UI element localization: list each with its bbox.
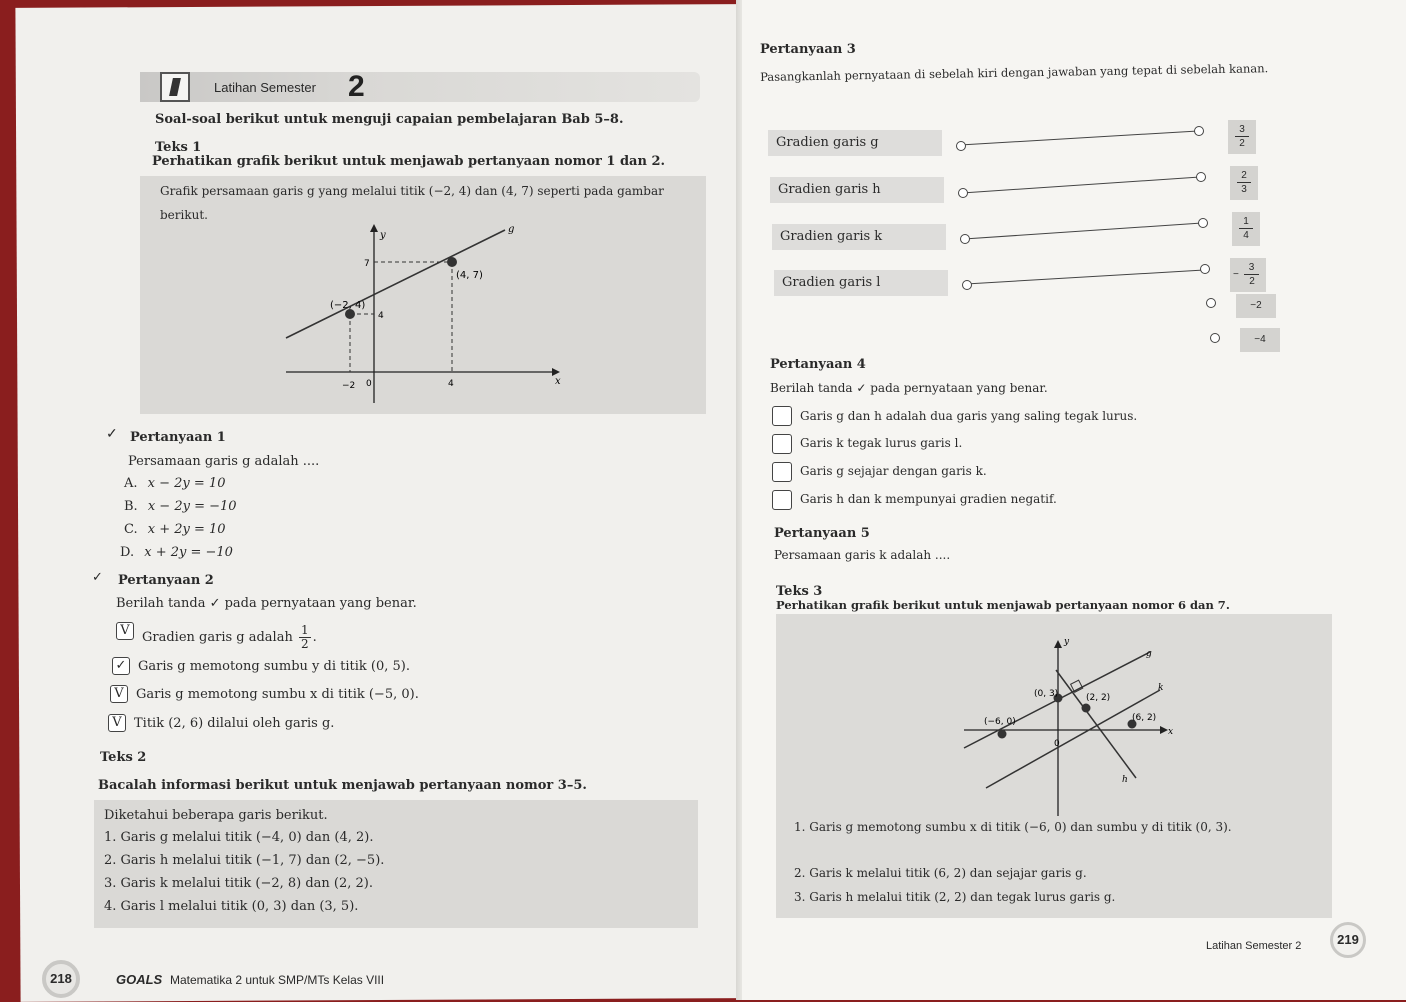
q4-title: Pertanyaan 4 [770, 357, 866, 372]
teks2-box-title: Diketahui beberapa garis berikut. [104, 808, 328, 823]
graph2-label-k: k [1158, 683, 1164, 693]
point-m6-0 [998, 730, 1007, 739]
q2-checkbox-4[interactable]: V [108, 714, 126, 732]
point-2-2 [1082, 704, 1091, 713]
q1-option-c[interactable] [124, 522, 226, 537]
q3-left-item-4[interactable]: Gradien garis l [774, 270, 948, 296]
q2-checkbox-3[interactable]: V [110, 685, 128, 703]
y-axis-arrow [370, 224, 378, 232]
teks3-line-2: 2. Garis k melalui titik (6, 2) dan sejajar garis g. [794, 866, 1087, 880]
graph-line-g [280, 218, 570, 408]
teks1-instruction: Perhatikan grafik berikut untuk menjawab pertanyaan nomor 1 dan 2. [152, 154, 666, 169]
option-text: x + 2y = −10 [144, 545, 233, 560]
teks2-line-2: 2. Garis h melalui titik (−1, 7) dan (2, −5). [104, 853, 385, 868]
q2-item-4: Titik (2, 6) dilalui oleh garis g. [134, 716, 335, 731]
q3-left-dot-4[interactable] [962, 280, 972, 290]
label-point-m6-0: (−6, 0) [984, 717, 1016, 727]
q3-matching-lines [950, 120, 1220, 295]
q1-option-a[interactable] [124, 476, 225, 491]
label-point-0-3: (0, 3) [1034, 689, 1059, 699]
label-point-4-7: (4, 7) [456, 270, 483, 281]
q3-left-item-2[interactable]: Gradien garis h [770, 177, 944, 203]
q3-right-dot-5[interactable] [1206, 298, 1216, 308]
teks1-description-2: berikut. [160, 208, 208, 222]
line-k [986, 690, 1160, 788]
q2-title: Pertanyaan 2 [118, 573, 214, 588]
teks3-line-1: 1. Garis g memotong sumbu x di titik (−6, 0) dan sumbu y di titik (0, 3). [794, 820, 1232, 834]
q2-item-1: Gradien garis g adalah $\frac{1}{2}$ . [142, 623, 317, 651]
banner-number: 2 [348, 70, 365, 103]
option-text: x − 2y = −10 [147, 499, 237, 514]
line-h [1056, 670, 1136, 778]
q5-title: Pertanyaan 5 [774, 526, 870, 541]
option-letter: C. [124, 522, 138, 537]
teks2-instruction: Bacalah informasi berikut untuk menjawab pertanyaan nomor 3–5. [98, 778, 587, 793]
tick-xm2: −2 [342, 381, 356, 391]
x-axis-arrow [552, 368, 560, 376]
q3-answer-neg-4: −4 [1240, 328, 1280, 352]
q3-answer-1-over-4: $\frac{1}{4}$ [1232, 212, 1260, 246]
q1-check-mark: ✓ [106, 426, 118, 442]
q3-right-dot-1[interactable] [1194, 126, 1204, 136]
q1-title: Pertanyaan 1 [130, 430, 226, 445]
fraction-one-half: $\frac{1}{2}$ [300, 623, 309, 651]
graph2-origin: 0 [1054, 739, 1060, 749]
point-4-7 [447, 257, 457, 267]
q4-checkbox-1[interactable] [772, 406, 792, 426]
q3-answer-3-over-2: $\frac{3}{2}$ [1228, 120, 1256, 154]
tick-y4: 4 [378, 311, 384, 321]
q3-left-item-1[interactable]: Gradien garis g [768, 130, 942, 156]
graph2-x-label: x [1168, 727, 1174, 737]
brand-logo: GOALS [116, 972, 163, 987]
q3-prompt: Pasangkanlah pernyataan di sebelah kiri dengan jawaban yang tepat di sebelah kanan. [760, 61, 1269, 84]
graph2-y-label: y [1064, 637, 1070, 647]
q3-left-dot-1[interactable] [956, 141, 966, 151]
teks2-line-1: 1. Garis g melalui titik (−4, 0) dan (4, 2). [104, 830, 374, 845]
q4-item-3: Garis g sejajar dengan garis k. [800, 464, 987, 478]
q4-checkbox-2[interactable] [772, 434, 792, 454]
label-point-m2-4: (−2, 4) [330, 300, 366, 311]
q1-option-d[interactable] [120, 545, 233, 560]
q3-right-dot-6[interactable] [1210, 333, 1220, 343]
q3-answer-neg-2: −2 [1236, 294, 1276, 318]
q3-answer-2-over-3: $\frac{2}{3}$ [1230, 166, 1258, 200]
label-point-6-2: (6, 2) [1132, 713, 1157, 723]
teks2-line-3: 3. Garis k melalui titik (−2, 8) dan (2, 2). [104, 876, 374, 891]
q3-right-dot-2[interactable] [1196, 172, 1206, 182]
q3-left-dot-3[interactable] [960, 234, 970, 244]
q2-check-mark: ✓ [92, 570, 103, 585]
tick-x0: 0 [366, 379, 372, 389]
q4-item-4: Garis h dan k mempunyai gradien negatif. [800, 492, 1057, 506]
tick-x4: 4 [448, 379, 454, 389]
q3-answer-neg-3-over-2: − 3 2 [1230, 258, 1266, 292]
graph-lines-g-h-k [960, 630, 1180, 820]
banner-label: Latihan Semester [214, 80, 316, 95]
graph2-label-h: h [1122, 775, 1128, 785]
q4-item-1: Garis g dan h adalah dua garis yang saling tegak lurus. [800, 409, 1138, 423]
line-g [286, 230, 505, 338]
teks3-line-3: 3. Garis h melalui titik (2, 2) dan tegak lurus garis g. [794, 890, 1116, 904]
option-letter: D. [120, 545, 135, 560]
q4-checkbox-3[interactable] [772, 462, 792, 482]
q3-right-dot-3[interactable] [1198, 218, 1208, 228]
q2-item-3: Garis g memotong sumbu x di titik (−5, 0). [136, 687, 419, 702]
option-text: x + 2y = 10 [147, 522, 226, 537]
q3-title: Pertanyaan 3 [760, 42, 856, 57]
left-page-number: 218 [42, 960, 80, 998]
teks2-title: Teks 2 [100, 750, 147, 765]
teks2-line-4: 4. Garis l melalui titik (0, 3) dan (3, 5). [104, 899, 359, 914]
graph1-y-label: y [380, 230, 386, 241]
teks3-title: Teks 3 [776, 584, 823, 599]
q2-item-2: Garis g memotong sumbu y di titik (0, 5). [138, 659, 410, 674]
q4-item-2: Garis k tegak lurus garis l. [800, 436, 963, 450]
option-letter: B. [124, 499, 138, 514]
q3-left-item-3[interactable]: Gradien garis k [772, 224, 946, 250]
book-icon [160, 72, 190, 102]
q3-right-dot-4[interactable] [1200, 264, 1210, 274]
x-axis-arrow [1160, 726, 1168, 734]
q4-checkbox-4[interactable] [772, 490, 792, 510]
right-page-number: 219 [1330, 922, 1366, 958]
q2-checkbox-2[interactable]: ✓ [112, 657, 130, 675]
book-title: Matematika 2 untuk SMP/MTs Kelas VIII [170, 973, 385, 987]
option-text: x − 2y = 10 [147, 476, 226, 491]
teks1-description: Grafik persamaan garis g yang melalui titik (−2, 4) dan (4, 7) seperti pada gambar [160, 184, 664, 198]
teks3-instruction: Perhatikan grafik berikut untuk menjawab pertanyaan nomor 6 dan 7. [776, 598, 1230, 612]
y-axis-arrow [1054, 640, 1062, 648]
label-point-2-2: (2, 2) [1086, 693, 1111, 703]
q2-prompt: Berilah tanda ✓ pada pernyataan yang benar. [116, 596, 417, 611]
graph2-label-g: g [1146, 649, 1152, 659]
graph1-line-label: g [508, 224, 515, 235]
option-letter: A. [124, 476, 138, 491]
q5-prompt: Persamaan garis k adalah .... [774, 548, 951, 562]
right-footer-label: Latihan Semester 2 [1206, 940, 1302, 952]
teks1-title: Teks 1 [155, 140, 202, 155]
graph1-x-label: x [555, 376, 561, 387]
q2-checkbox-1[interactable]: V [116, 622, 134, 640]
intro-text: Soal-soal berikut untuk menguji capaian pembelajaran Bab 5–8. [155, 112, 624, 127]
tick-y7: 7 [364, 259, 370, 269]
q1-option-b[interactable] [124, 499, 237, 514]
q1-prompt: Persamaan garis g adalah .... [128, 454, 320, 469]
q4-prompt: Berilah tanda ✓ pada pernyataan yang benar. [770, 381, 1048, 395]
q3-left-dot-2[interactable] [958, 188, 968, 198]
